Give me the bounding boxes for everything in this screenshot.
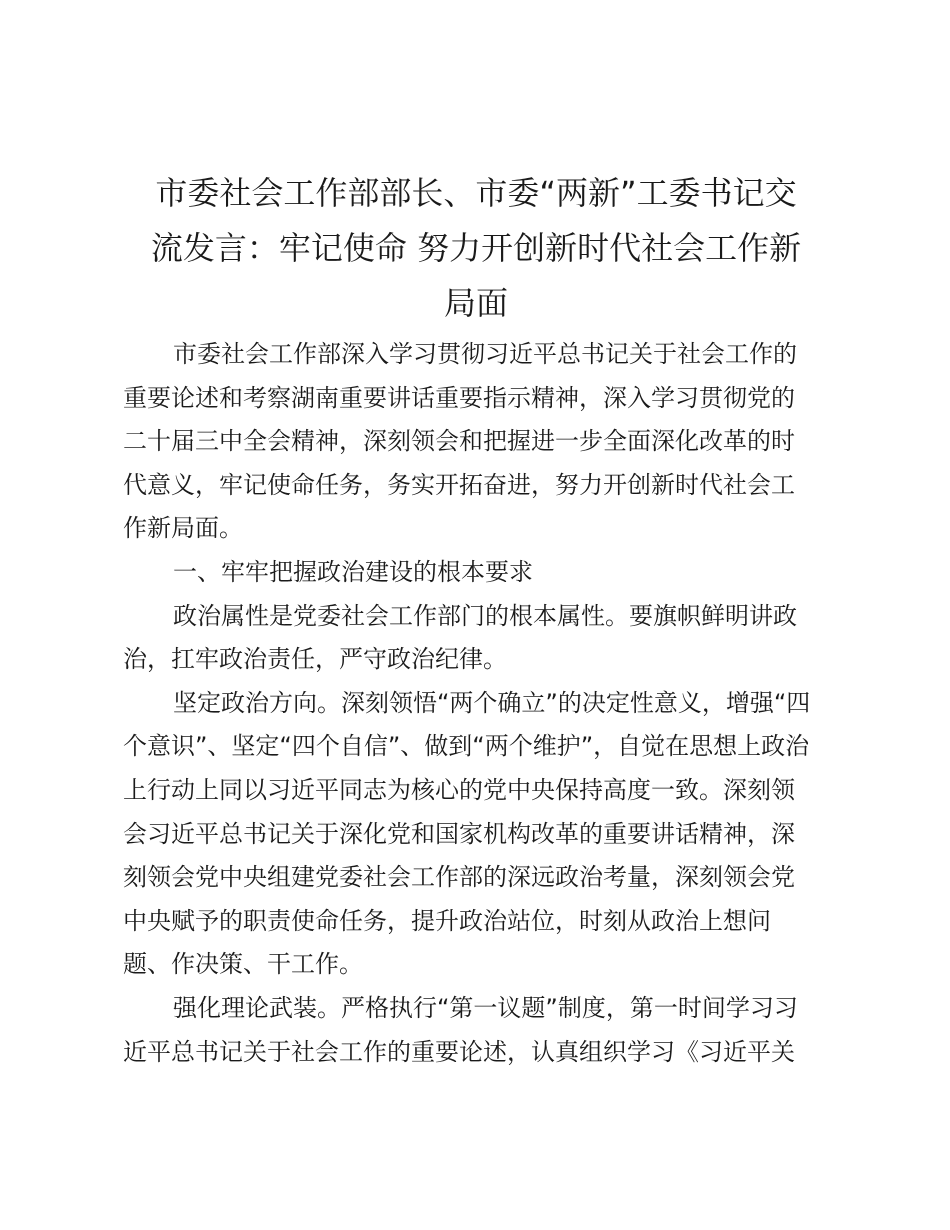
document-title	[118, 166, 834, 331]
paragraph-line: 政治属性是党委社会工作部门的根本属性。要旗帜鲜明讲政	[173, 601, 797, 630]
paragraph-line: 近平总书记关于社会工作的重要论述，认真组织学习《习近平关	[123, 1037, 795, 1066]
paragraph-line: 上行动上同以习近平同志为核心的党中央保持高度一致。深刻领	[123, 775, 795, 804]
paragraph-line: 重要论述和考察湖南重要讲话重要指示精神，深入学习贯彻党的	[123, 383, 795, 412]
paragraph-line: 治，扛牢政治责任，严守政治纪律。	[123, 645, 507, 674]
paragraph-line: 中央赋予的职责使命任务，提升政治站位，时刻从政治上想问	[123, 906, 771, 935]
paragraph-line: 个意识”、坚定“四个自信”、做到“两个维护”，自觉在思想上政治	[123, 732, 810, 761]
paragraph-line: 作新局面。	[123, 514, 243, 543]
paragraph-line: 代意义，牢记使命任务，务实开拓奋进，努力开创新时代社会工	[123, 470, 795, 499]
title-line: 市委社会工作部部长、市委“两新”工委书记交	[155, 174, 797, 212]
paragraph-line: 市委社会工作部深入学习贯彻习近平总书记关于社会工作的	[173, 340, 797, 368]
paragraph-line: 会习近平总书记关于深化党和国家机构改革的重要讲话精神，深	[123, 819, 795, 848]
paragraph-line: 强化理论武装。严格执行“第一议题”制度，第一时间学习习	[173, 993, 798, 1022]
paragraph-line: 坚定政治方向。深刻领悟“两个确立”的决定性意义，增强“四	[173, 688, 811, 717]
paragraph-line: 刻领会党中央组建党委社会工作部的深远政治考量，深刻领会党	[123, 863, 795, 892]
document-body	[123, 333, 835, 1074]
title-line: 流发言：牢记使命 努力开创新时代社会工作新	[150, 229, 802, 267]
paragraph-line: 二十届三中全会精神，深刻领会和把握进一步全面深化改革的时	[123, 427, 795, 456]
section-heading: 一、牢牢把握政治建设的根本要求	[173, 557, 533, 586]
title-line: 局面	[443, 284, 508, 322]
paragraph-line: 题、作决策、干工作。	[123, 950, 363, 979]
